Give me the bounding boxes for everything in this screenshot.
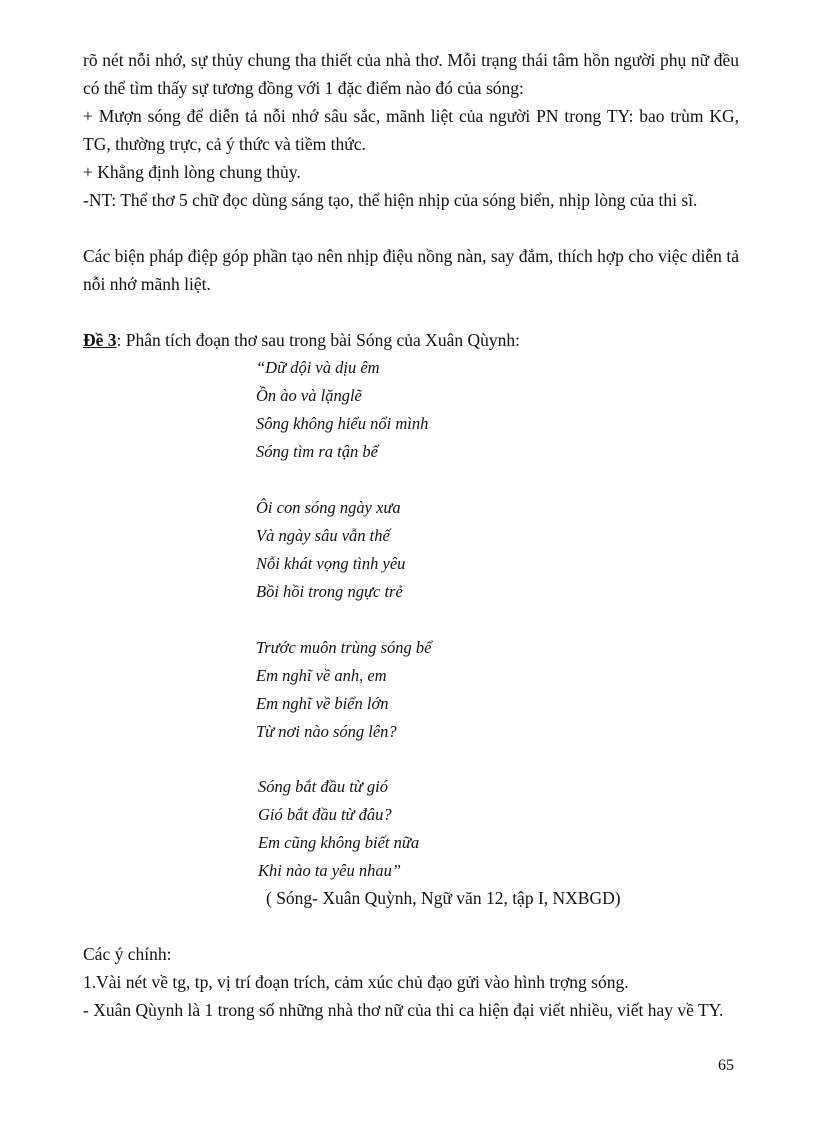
poem-source: ( Sóng- Xuân Quỳnh, Ngữ văn 12, tập I, NXBGD) (266, 888, 621, 908)
paragraph-4: -NT: Thể thơ 5 chữ đọc dùng sáng tạo, thể hiện nhịp của sóng biển, nhịp lòng của thi sĩ. (83, 190, 698, 210)
poem-stanza-2 (256, 494, 405, 606)
poem-line: Ồn ào và lặnglẽ (256, 386, 362, 405)
poem-line: “Dữ dội và dịu êm (256, 358, 380, 377)
poem-line: Em cũng không biết nữa (258, 833, 420, 852)
poem-line: Và ngày sâu vẫn thế (256, 526, 390, 545)
poem-line: Sông không hiểu nổi mình (256, 414, 429, 433)
poem-line: Khi nào ta yêu nhau” (258, 861, 401, 880)
page-number: 65 (718, 1057, 734, 1074)
exercise-title: : Phân tích đoạn thơ sau trong bài Sóng của Xuân Qùynh: (116, 330, 520, 350)
poem-line: Em nghĩ về biển lớn (256, 694, 389, 713)
exercise-label: Đề 3 (83, 330, 117, 350)
poem-stanza-3 (256, 634, 431, 746)
poem-line: Nỗi khát vọng tình yêu (256, 554, 406, 573)
paragraph-5: Các biện pháp điệp góp phần tạo nên nhịp điệu nồng nàn, say đắm, thích hợp cho việc diễn tả nỗi nhớ mãnh liệt. (83, 246, 739, 294)
paragraph-1: rõ nét nỗi nhớ, sự thủy chung tha thiết của nhà thơ. Mỗi trạng thái tâm hồn người phụ nữ đều có thể tìm thấy sự tương đồng với 1 đặc điểm nào đó của sóng: (83, 50, 739, 98)
poem-stanza-4 (258, 773, 419, 885)
poem-line: Sóng tìm ra tận bể (256, 442, 378, 461)
poem-line: Em nghĩ về anh, em (256, 666, 387, 685)
poem-line: Bồi hồi trong ngực trẻ (256, 582, 403, 601)
main-point-1: 1.Vài nét về tg, tp, vị trí đoạn trích, cảm xúc chủ đạo gửi vào hình trợng sóng. (83, 972, 629, 992)
poem-line: Trước muôn trùng sóng bể (256, 638, 432, 657)
poem-line: Từ nơi nào sóng lên? (256, 722, 397, 741)
poem-line: Gió bắt đầu từ đâu? (258, 805, 392, 824)
poem-line: Ôi con sóng ngày xưa (256, 498, 401, 517)
main-points-heading: Các ý chính: (83, 944, 172, 964)
paragraph-2: + Mượn sóng để diễn tả nỗi nhớ sâu sắc, mãnh liệt của người PN trong TY: bao trùm KG, TG, thường trực, cả ý thức và tiềm thức. (83, 106, 739, 154)
poem-stanza-1 (256, 354, 428, 466)
main-point-2: - Xuân Qùynh là 1 trong số những nhà thơ nữ của thi ca hiện đại viết nhiều, viết hay về TY. (83, 1000, 724, 1020)
poem-line: Sóng bắt đầu từ gió (258, 777, 389, 796)
exercise-heading (83, 326, 520, 354)
paragraph-3: + Khẳng định lòng chung thủy. (83, 162, 301, 182)
